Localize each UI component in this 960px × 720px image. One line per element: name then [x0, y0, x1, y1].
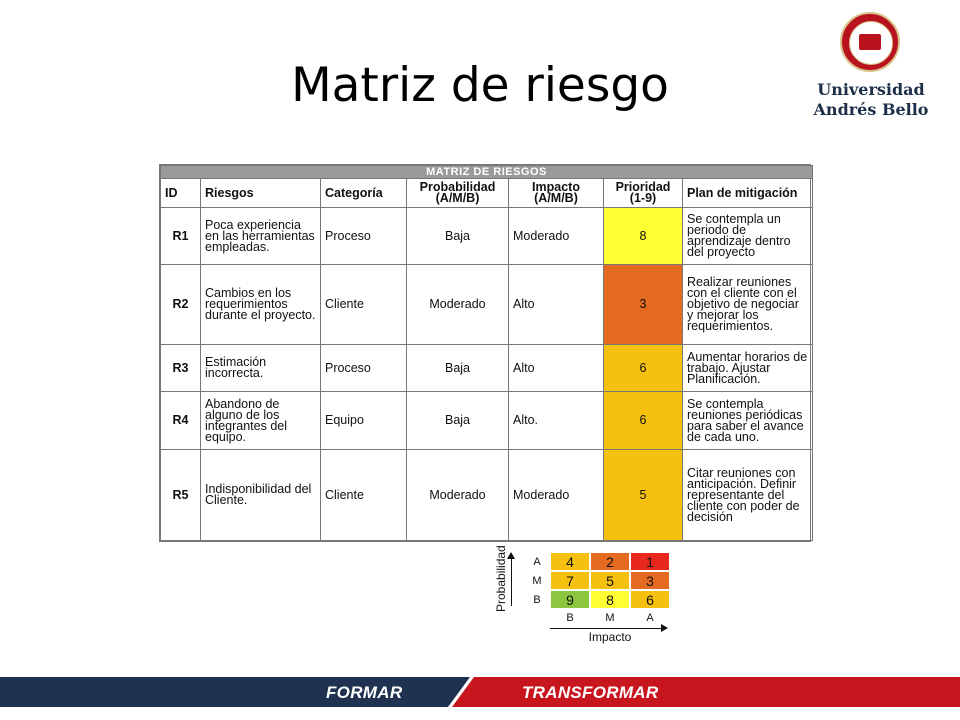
cell-categoria: Proceso: [321, 208, 407, 265]
legend-cell: 4: [550, 552, 590, 571]
cell-prioridad: 8: [604, 208, 683, 265]
cell-riesgo: Poca experiencia en las herramientas empleadas.: [201, 208, 321, 265]
cell-riesgo: Abandono de alguno de los integrantes del equipo.: [201, 392, 321, 450]
legend-cell: 5: [590, 571, 630, 590]
cell-prioridad: 6: [604, 345, 683, 392]
header-categoria: Categoría: [321, 179, 407, 208]
table-row: [161, 208, 813, 265]
cell-id: R4: [161, 392, 201, 450]
cell-plan: Citar reuniones con anticipación. Definir representante del cliente con poder de decisión: [683, 450, 813, 541]
cell-prioridad: 3: [604, 265, 683, 345]
cell-categoria: Cliente: [321, 450, 407, 541]
table-banner: MATRIZ DE RIESGOS: [161, 166, 813, 179]
table-row: [161, 392, 813, 450]
cell-id: R3: [161, 345, 201, 392]
cell-probabilidad: Baja: [407, 208, 509, 265]
footer-transformar: TRANSFORMAR: [522, 683, 659, 702]
row-label: B: [533, 594, 541, 606]
header-impacto: Impacto (A/M/B): [509, 179, 604, 208]
slide-title: Matriz de riesgo: [291, 58, 669, 113]
cell-riesgo: Cambios en los requerimientos durante el proyecto.: [201, 265, 321, 345]
impact-axis-label: Impacto: [588, 630, 632, 644]
cell-categoria: Proceso: [321, 345, 407, 392]
row-label: A: [533, 556, 541, 568]
cell-riesgo: Estimación incorrecta.: [201, 345, 321, 392]
probability-axis-label: Probabilidad: [494, 545, 508, 612]
cell-prioridad: 5: [604, 450, 683, 541]
cell-id: R5: [161, 450, 201, 541]
legend-cell: 2: [590, 552, 630, 571]
table-row: [161, 265, 813, 345]
table-row: [161, 345, 813, 392]
cell-prioridad: 6: [604, 392, 683, 450]
header-probabilidad: Probabilidad (A/M/B): [407, 179, 509, 208]
cell-id: R1: [161, 208, 201, 265]
logo-line2: Andrés Bello: [813, 100, 929, 119]
legend-cell: 7: [550, 571, 590, 590]
cell-plan: Se contempla reuniones periódicas para saber el avance de cada uno.: [683, 392, 813, 450]
arrow-right-icon: [550, 628, 662, 629]
cell-id: R2: [161, 265, 201, 345]
header-prioridad: Prioridad (1-9): [604, 179, 683, 208]
cell-plan: Se contempla un periodo de aprendizaje dentro del proyecto: [683, 208, 813, 265]
col-label: M: [605, 612, 615, 624]
risk-matrix-table: [159, 164, 811, 542]
header-id: ID: [161, 179, 201, 208]
priority-legend-matrix: [490, 545, 690, 648]
header-plan: Plan de mitigación: [683, 179, 813, 208]
seal-icon: [840, 12, 900, 72]
cell-riesgo: Indisponibilidad del Cliente.: [201, 450, 321, 541]
col-label: A: [646, 612, 654, 624]
cell-probabilidad: Moderado: [407, 265, 509, 345]
university-logo: [806, 10, 936, 122]
cell-categoria: Cliente: [321, 265, 407, 345]
cell-plan: Realizar reuniones con el cliente con el objetivo de negociar y mejorar los requerimientos.: [683, 265, 813, 345]
cell-probabilidad: Moderado: [407, 450, 509, 541]
cell-probabilidad: Baja: [407, 345, 509, 392]
cell-impacto: Alto: [509, 345, 604, 392]
cell-categoria: Equipo: [321, 392, 407, 450]
cell-impacto: Moderado: [509, 450, 604, 541]
legend-cell: 9: [550, 590, 590, 609]
logo-line1: Universidad: [817, 80, 925, 99]
cell-probabilidad: Baja: [407, 392, 509, 450]
arrow-up-icon: [511, 554, 512, 606]
cell-impacto: Alto.: [509, 392, 604, 450]
legend-cell: 8: [590, 590, 630, 609]
cell-impacto: Moderado: [509, 208, 604, 265]
cell-impacto: Alto: [509, 265, 604, 345]
table-row: [161, 450, 813, 541]
legend-cell: 3: [630, 571, 670, 590]
cell-plan: Aumentar horarios de trabajo. Ajustar Planificación.: [683, 345, 813, 392]
row-label: M: [532, 575, 542, 587]
header-riesgos: Riesgos: [201, 179, 321, 208]
footer-bar: [0, 677, 960, 707]
legend-cell: 1: [630, 552, 670, 571]
footer-formar: FORMAR: [326, 683, 403, 702]
col-label: B: [566, 612, 574, 624]
legend-cell: 6: [630, 590, 670, 609]
